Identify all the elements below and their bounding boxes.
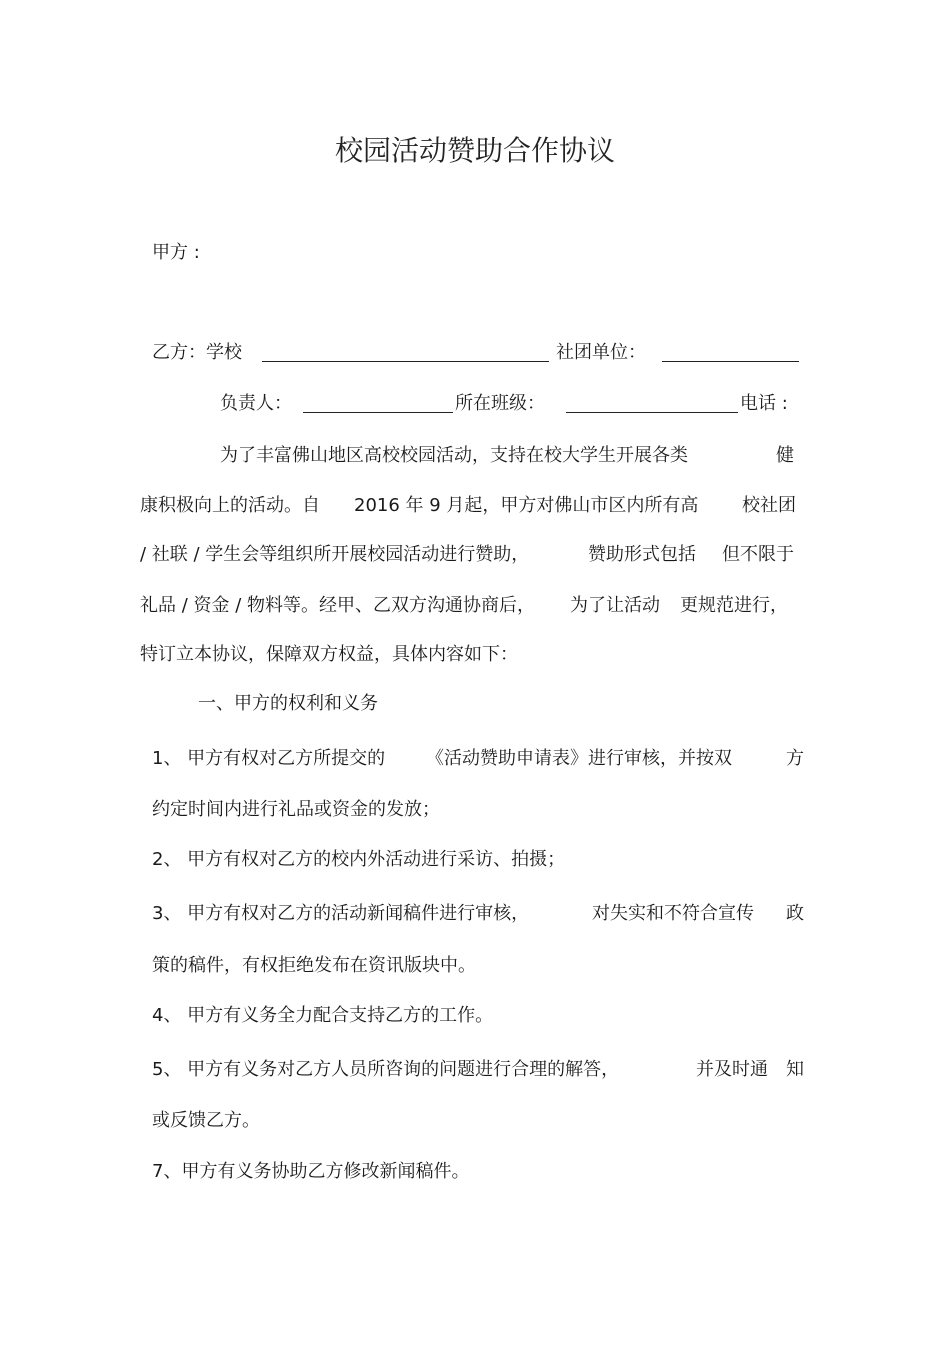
list-item-1-c: 方 <box>786 748 804 769</box>
list-item-1-cont: 约定时间内进行礼品或资金的发放； <box>152 799 440 820</box>
intro-line-1b: 健 <box>776 445 794 466</box>
list-item-3-cont: 策的稿件，有权拒绝发布在资讯版块中。 <box>152 955 476 976</box>
intro-line-3c: 但不限于 <box>722 544 794 565</box>
intro-line-2b: 2016 年 9 月起，甲方对佛山市区内所有高 <box>354 495 699 516</box>
intro-line-4b: 为了让活动 <box>570 595 660 616</box>
list-item-7: 7、甲方有义务协助乙方修改新闻稿件。 <box>152 1161 470 1182</box>
intro-line-3b: 赞助形式包括 <box>588 544 696 565</box>
list-item-1-b: 《活动赞助申请表》进行审核，并按双 <box>426 748 732 769</box>
section-heading: 一、甲方的权利和义务 <box>198 693 378 714</box>
leader-label: 负责人： <box>220 393 292 414</box>
intro-line-1a: 为了丰富佛山地区高校校园活动，支持在校大学生开展各类 <box>220 445 688 466</box>
intro-line-4c: 更规范进行， <box>680 595 788 616</box>
list-item-5-c: 知 <box>786 1059 804 1080</box>
list-item-3-a: 3、 甲方有权对乙方的活动新闻稿件进行审核， <box>152 903 530 924</box>
list-item-3-c: 政 <box>786 903 804 924</box>
list-item-2: 2、 甲方有权对乙方的校内外活动进行采访、拍摄； <box>152 849 566 870</box>
club-label: 社团单位： <box>556 342 646 363</box>
list-item-3-b: 对失实和不符合宣传 <box>592 903 754 924</box>
party-a-label: 甲方 : <box>152 242 200 263</box>
leader-blank <box>303 394 453 413</box>
intro-line-2a: 康积极向上的活动。自 <box>140 495 320 516</box>
intro-line-5: 特订立本协议，保障双方权益，具体内容如下： <box>140 644 518 665</box>
phone-label: 电话 : <box>740 393 788 414</box>
school-blank <box>262 343 549 362</box>
class-blank <box>566 394 738 413</box>
intro-line-4a: 礼品 / 资金 / 物料等。经甲、乙双方沟通协商后， <box>140 595 536 616</box>
list-item-5-a: 5、 甲方有义务对乙方人员所咨询的问题进行合理的解答， <box>152 1059 620 1080</box>
list-item-1-a: 1、 甲方有权对乙方所提交的 <box>152 748 386 769</box>
class-label: 所在班级： <box>455 393 545 414</box>
list-item-4: 4、 甲方有义务全力配合支持乙方的工作。 <box>152 1005 494 1026</box>
intro-line-3a: / 社联 / 学生会等组织所开展校园活动进行赞助， <box>140 544 530 565</box>
intro-line-2c: 校社团 <box>742 495 796 516</box>
list-item-5-b: 并及时通 <box>696 1059 768 1080</box>
party-b-label: 乙方：学校 <box>152 342 242 363</box>
document-title: 校园活动赞助合作协议 <box>334 134 615 167</box>
list-item-5-cont: 或反馈乙方。 <box>152 1110 260 1131</box>
club-blank <box>662 343 799 362</box>
